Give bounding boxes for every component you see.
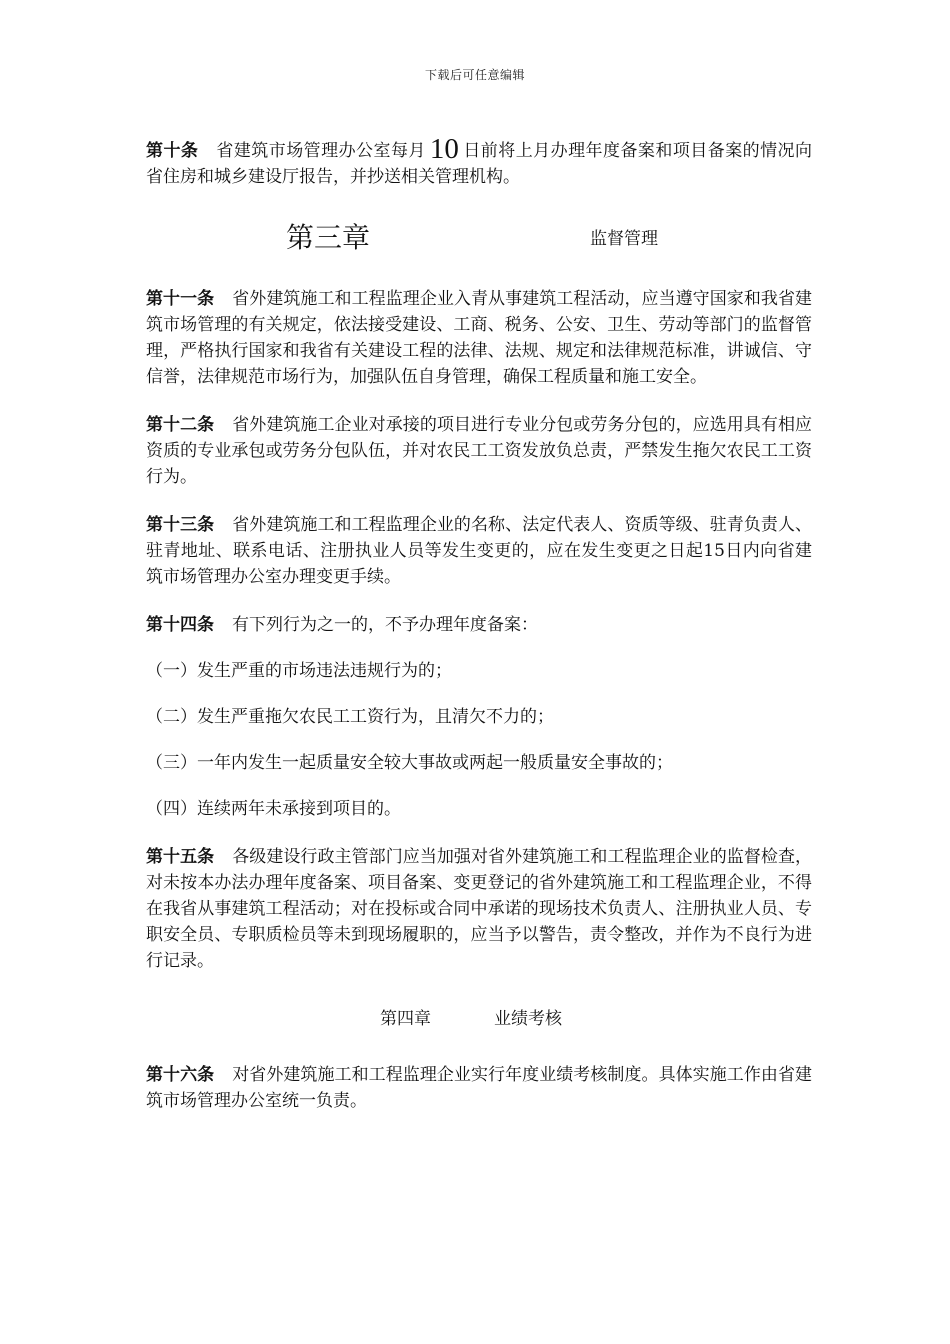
article-text: 各级建设行政主管部门应当加强对省外建筑施工和工程监理企业的监督检查，对未按本办法办理年度备案、项目备案、变更登记的省外建筑施工和工程监理企业，不得在我省从事建筑工程活动；对在投标或合同中承诺的现场技术负责人、注册执业人员、专职安全员、专职质检员等未到现场履职的，应当予以警告，责令整改，并作为不良行为进行记录。 [146,847,813,971]
document-body [146,133,813,1114]
article-12 [146,412,812,490]
article-16 [146,1062,812,1114]
article-text: 省外建筑施工企业对承接的项目进行专业分包或劳务分包的，应选用具有相应资质的专业承包或劳务分包队伍，并对农民工工资发放负总责，严禁发生拖欠农民工工资行为。 [146,415,813,487]
article-number: 第十三条 [146,515,215,535]
article-10 [146,133,813,190]
article-number: 第十五条 [146,847,215,867]
article-text: 对省外建筑施工和工程监理企业实行年度业绩考核制度。具体实施工作由省建筑市场管理办公室统一负责。 [146,1065,813,1111]
article-text: 省外建筑施工和工程监理企业的名称、法定代表人、资质等级、驻青负责人、驻青地址、联系电话、注册执业人员等发生变更的，应在发生变更之日起15日内向省建筑市场管理办公室办理变更手续。 [146,515,813,587]
list-item: （一）发生严重的市场违法违规行为的； [146,661,452,681]
article-big-number: 10 [429,133,459,165]
chapter-number: 第三章 [286,221,371,254]
article-text: 有下列行为之一的，不予办理年度备案： [232,615,538,635]
chapter-3-heading [146,216,812,260]
chapter-number: 第四章 [380,1009,431,1029]
article-number: 第十一条 [146,289,215,309]
article-number: 第十六条 [146,1065,215,1085]
article-number: 第十二条 [146,415,215,435]
article-number: 第十四条 [146,615,214,635]
article-11 [146,286,812,390]
article-15 [146,844,812,974]
article-13 [146,512,812,590]
article-text: 省外建筑施工和工程监理企业入青从事建筑工程活动，应当遵守国家和我省建筑市场管理的有关规定，依法接受建设、工商、税务、公安、卫生、劳动等部门的监督管理，严格执行国家和我省有关建设工程的法律、法规、规定和法律规范标准，讲诚信、守信誉，法律规范市场行为，加强队伍自身管理，确保工程质量和施工安全。 [146,289,813,387]
list-item: （二）发生严重拖欠农民工工资行为，且清欠不力的； [146,707,554,727]
article-14 [146,612,812,638]
article-text: 日前将上月办理年度备案和项目备案的情况向省住房和城乡建设厅报告，并抄送相关管理机构。 [146,141,813,187]
article-number: 第十条 [146,141,199,161]
chapter-4-heading [146,1004,812,1034]
list-item: （三）一年内发生一起质量安全较大事故或两起一般质量安全事故的； [146,753,673,773]
article-text: 省建筑市场管理办公室每月 [216,141,426,161]
page-header: 下载后可任意编辑 [424,68,525,82]
chapter-title: 业绩考核 [494,1009,562,1029]
chapter-title: 监督管理 [590,229,658,249]
list-item: （四）连续两年未承接到项目的。 [146,799,401,819]
